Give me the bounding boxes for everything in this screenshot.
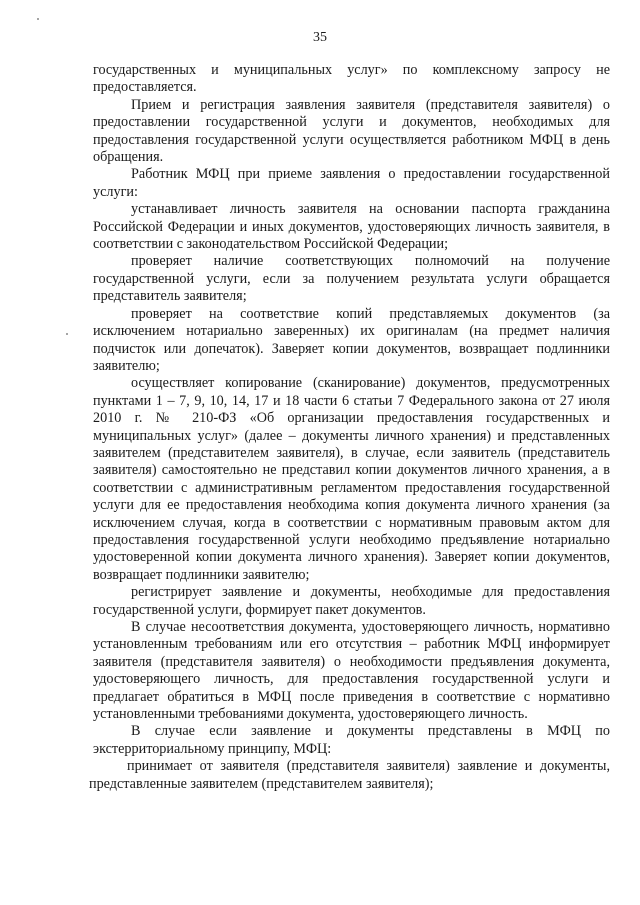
paragraph: Прием и регистрация заявления заявителя (представителя заявителя) о предоставлении государственной услуги и документов, необходимых для предоставления государственной услуги осуществляется работником МФЦ в день обращения. <box>93 96 610 166</box>
paragraph: государственных и муниципальных услуг» по комплексному запросу не предоставляется. <box>93 62 610 96</box>
paragraph: принимает от заявителя (представителя заявителя) заявление и документы, представленные заявителем (представителем заявителя); <box>89 758 610 792</box>
paragraph: осуществляет копирование (сканирование) документов, предусмотренных пунктами 1 – 7, 9, 10, 14, 17 и 18 части 6 статьи 7 Федерального закона от 27 июля 2010 г. № 210-ФЗ «Об организации предоставления государственных и муниципальных услуг» (далее – документы личного хранения) и представленных заявителем (представителем заявителя), в случае, если заявитель (представитель заявителя) самостоятельно не представил копии документов личного хранения, а в соответствии с административным регламентом предоставления государственной услуги для ее предоставления необходима копия документа личного хранения (за исключением случая, когда в соответствии с нормативным правовым актом для предоставления государственной услуги необходимо предъявление нотариально удостоверенной копии документа личного хранения). Заверяет копии документов, возвращает подлинники заявителю; <box>93 375 610 583</box>
paragraph: Работник МФЦ при приеме заявления о предоставлении государственной услуги: <box>93 166 610 200</box>
scan-speck <box>66 333 68 335</box>
page-number: 35 <box>313 30 327 45</box>
paragraph: устанавливает личность заявителя на основании паспорта гражданина Российской Федерации и иных документов, удостоверяющих личность заявителя, в соответствии с законодательством Российской Федерации; <box>93 201 610 253</box>
paragraph: В случае если заявление и документы представлены в МФЦ по экстерриториальному принципу, МФЦ: <box>93 723 610 757</box>
paragraph: проверяет наличие соответствующих полномочий на получение государственной услуги, если за получением результата услуги обращается представитель заявителя; <box>93 253 610 305</box>
scan-speck <box>37 18 39 20</box>
paragraph: регистрирует заявление и документы, необходимые для предоставления государственной услуги, формирует пакет документов. <box>93 584 610 618</box>
document-body <box>89 62 610 793</box>
paragraph: В случае несоответствия документа, удостоверяющего личность, нормативно установленным требованиям или его отсутствия – работник МФЦ информирует заявителя (представителя заявителя) о необходимости предъявления документа, удостоверяющего личность, для предоставления государственной услуги и предлагает обратиться в МФЦ после приведения в соответствие с нормативно установленными требованиями документа, удостоверяющего личность. <box>93 619 610 723</box>
paragraph: проверяет на соответствие копий представляемых документов (за исключением нотариально заверенных) их оригиналам (на предмет наличия подчисток или допечаток). Заверяет копии документов, возвращает подлинники заявителю; <box>93 305 610 374</box>
